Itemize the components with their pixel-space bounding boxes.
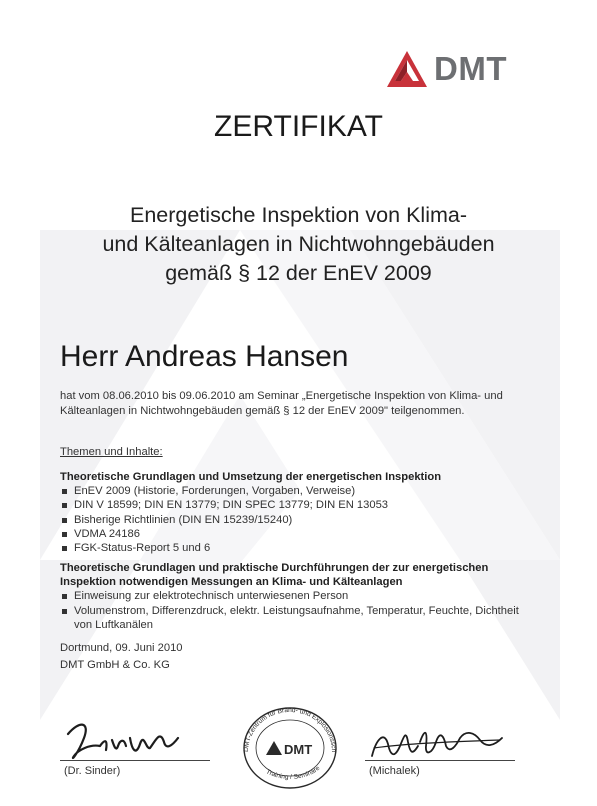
topic-section-theory [60, 470, 530, 555]
stamp-bottom-text: Training / Seminare [264, 764, 322, 781]
list-item: Volumenstrom, Differenzdruck, elektr. Leistungsaufnahme, Temperatur, Feuchte, Dichtheit von Luftkanälen [60, 604, 530, 632]
dmt-logo [386, 49, 507, 89]
place-date: Dortmund, 09. Juni 2010 [60, 642, 183, 654]
list-item: FGK-Status-Report 5 und 6 [60, 541, 530, 555]
signature-line-left [60, 760, 210, 761]
signer-name-left: (Dr. Sinder) [64, 765, 121, 777]
stamp-ring-text: DMT-Zentrum für Brand- und Explosionssch [242, 706, 338, 753]
logo-text: DMT [434, 50, 507, 87]
seminar-title-line: und Kälteanlagen in Nichtwohngebäuden [102, 232, 495, 256]
section-heading: Theoretische Grundlagen und praktische Durchführungen der zur energetischen Inspektion notwendigen Messungen an Klima- und Kälteanlagen [60, 562, 489, 589]
section-heading: Theoretische Grundlagen und Umsetzung der energetischen Inspektion [60, 471, 442, 483]
list-item: Bisherige Richtlinien (DIN EN 15239/15240) [60, 513, 530, 527]
participation-statement: hat vom 08.06.2010 bis 09.06.2010 am Seminar „Energetische Inspektion von Klima- und Kälteanlagen in Nichtwohngebäuden gemäß § 12 der EnEV 2009" teilgenommen. [60, 390, 503, 417]
topic-list [60, 589, 530, 632]
dmt-training-stamp [234, 700, 346, 790]
recipient-name: Herr Andreas Hansen [60, 340, 349, 373]
topic-list [60, 484, 530, 555]
list-item: VDMA 24186 [60, 527, 530, 541]
topic-section-practice [60, 561, 530, 632]
issuer-company: DMT GmbH & Co. KG [60, 659, 170, 671]
seminar-title [0, 201, 597, 288]
list-item: DIN V 18599; DIN EN 13779; DIN SPEC 13779; DIN EN 13053 [60, 498, 530, 512]
certificate-title: ZERTIFIKAT [214, 110, 383, 143]
signer-name-right: (Michalek) [369, 765, 420, 777]
list-item: EnEV 2009 (Historie, Forderungen, Vorgaben, Verweise) [60, 484, 530, 498]
place-and-issuer [60, 640, 183, 674]
topics-heading: Themen und Inhalte: [60, 446, 163, 458]
svg-text:Training / Seminare [265, 765, 322, 781]
seminar-title-line: Energetische Inspektion von Klima- [129, 203, 467, 227]
seminar-title-line: gemäß § 12 der EnEV 2009 [165, 261, 432, 285]
dmt-triangle-logo-icon [386, 50, 428, 88]
signature-sinder [60, 710, 220, 770]
list-item: Einweisung zur elektrotechnisch unterwiesenen Person [60, 589, 530, 603]
signature-line-right [365, 760, 515, 761]
stamp-center-text: DMT [284, 742, 313, 757]
